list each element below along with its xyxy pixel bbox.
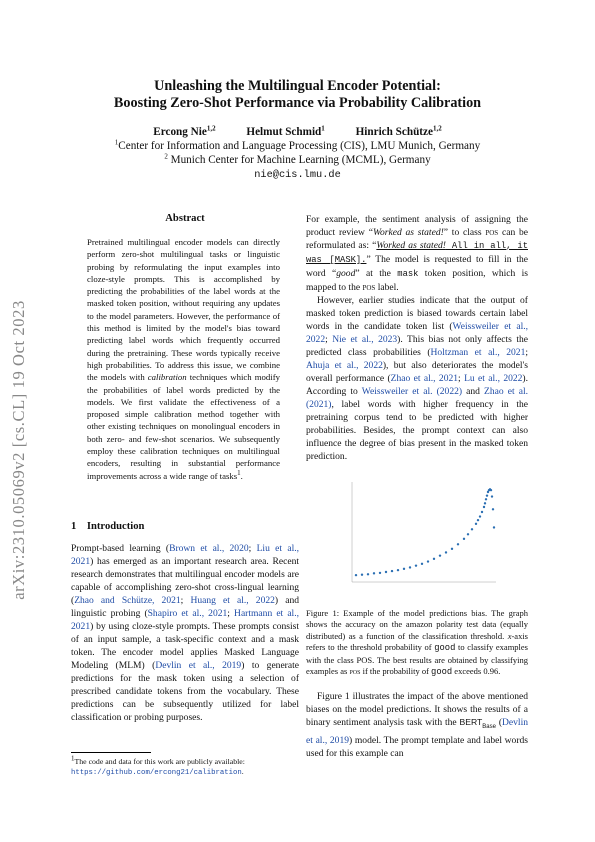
cite-brown[interactable]: Brown et al., 2020 [169,543,249,554]
arxiv-stamp [4,270,34,630]
chart-point [421,563,423,565]
title-line-1: Unleashing the Multilingual Encoder Potential: [154,78,441,94]
author-2: Helmut Schmid$^1$ [246,124,325,138]
chart-point [379,572,381,574]
footnote [71,752,299,778]
footnote-url[interactable]: https://github.com/ercong21/calibration [71,769,242,777]
footnote-text: $^1$The code and data for this work are publicly available: https://github.com/ercong21/calibration. [71,754,245,777]
chart-point [492,508,494,510]
cite-weissweiler-2[interactable]: Weissweiler et al. (2022) [361,386,463,397]
chart-point [485,498,487,500]
chart-point [373,572,375,574]
cite-nie[interactable]: Nie et al., 2023 [332,334,398,345]
chart-point [463,538,465,540]
right-column-text-2 [306,690,528,760]
cite-zhao-2[interactable]: Zhao et al. (2021) [306,386,528,410]
cite-liu[interactable]: Liu et al., 2021 [71,543,300,567]
arxiv-stamp-text: arXiv:2310.05069v2 [cs.CL] 19 Oct 2023 [9,300,28,600]
chart-point [355,574,357,576]
chart-point [484,502,486,504]
cite-zhao[interactable]: Zhao et al., 2021 [390,373,459,384]
chart-point [451,548,453,550]
chart-point [433,558,435,560]
intro-paragraph-1: Prompt-based learning (Brown et al., 2020; Liu et al., 2021) has emerged as an important research area. Recent research demonstrates that multilingual encoder models are capable of accomplishing zero-shot cross-lingual learning (Zhao and Schütze, 2021; Huang et al., 2022) and linguistic probing (Shapiro et al., 2021; Hartmann et al., 2021) by using cloze-style prompts. These prompts consist of an input sample, a task-specific context and a mask token. The encoder model applies Masked Language Modeling (MLM) (Devlin et al., 2019) to generate predictions for the mask token using a selection of prescribed candidate tokens from the vocabulary. These predictions can be subsequently utilized for label classification or probing purposes. [71,543,300,723]
cite-huang[interactable]: Huang et al., 2022 [190,595,275,606]
author-block [60,125,535,182]
introduction-heading: 1 Introduction [71,521,145,532]
chart-points [355,488,495,576]
cite-zhao-schutze[interactable]: Zhao and Schütze, 2021 [74,595,181,606]
chart-point [483,506,485,508]
chart-point [475,523,477,525]
chart-point [490,489,492,491]
cite-ahuja[interactable]: Ahuja et al., 2022 [306,360,383,371]
abstract-heading: Abstract [165,213,205,224]
chart-point [477,519,479,521]
chart-point [397,569,399,571]
chart-point [403,568,405,570]
chart-point [427,560,429,562]
footnote-rule [71,752,151,753]
chart-point [409,566,411,568]
author-3: Hinrich Schütze$^{1,2}$ [355,124,442,138]
chart-point [471,528,473,530]
right-paragraph-1: For example, the sentiment analysis of assigning the product review “Worked as stated!” to class pos can be reformulated as: “Worked as stated! All in all, it was [MASK].” The model is requested to fill in the word “good” at the mask token position, which is mapped to the pos label. [306,214,529,293]
cite-shapiro[interactable]: Shapiro et al., 2021 [147,608,228,619]
author-1: Ercong Nie$^{1,2}$ [153,124,216,138]
chart-point [361,574,363,576]
chart-point [415,564,417,566]
paper-title [60,78,535,111]
cite-devlin[interactable]: Devlin et al., 2019 [155,660,242,671]
right-column-text [306,213,528,463]
chart-point [481,511,483,513]
cite-hartmann[interactable]: Hartmann et al., 2021 [71,608,299,632]
cite-weissweiler[interactable]: Weissweiler et al., 2022 [306,321,528,345]
cite-devlin-2[interactable]: Devlin et al., 2019 [306,717,528,746]
cite-lu[interactable]: Lu et al., 2022 [464,373,523,384]
chart-point [467,533,469,535]
chart-point [457,543,459,545]
author-email[interactable]: nie@cis.lmu.de [254,168,341,181]
chart-point [391,570,393,572]
chart-point [367,573,369,575]
introduction-section [71,520,299,724]
chart-point [385,571,387,573]
affiliation-1: $^1$Center for Information and Language Processing (CIS), LMU Munich, Germany [114,138,481,153]
chart-point [445,551,447,553]
author-names [60,125,535,139]
right-paragraph-2: However, earlier studies indicate that the output of masked token prediction is biased towards certain label words in the candidate token list (Weissweiler et al., 2022; Nie et al., 2023). This bias not only affects the predicted class probabilities (Holtzman et al., 2021; Ahuja et al., 2022), but also deteriorates the model's overall performance (Zhao et al., 2021; Lu et al., 2022). According to Weissweiler et al. (2022) and Zhao et al. (2021), label words with higher frequency in the pretraining corpus tend to be predicted with higher probabilities. Besides, the prompt context can also influence the degree of bias present in the masked token prediction. [306,295,528,462]
chart-point [486,494,488,496]
chart-point [491,495,493,497]
chart-point [439,554,441,556]
affiliation-2: $^2$ Munich Center for Machine Learning (MCML), Germany [164,152,431,167]
cite-holtzman[interactable]: Holtzman et al., 2021 [430,347,526,358]
figure-1-caption: Figure 1: Example of the model predictions bias. The graph shows the accuracy on the amazon polarity test data (equally distributed) as a function of the classification threshold. x-axis refers to the threshold probability of good to classify examples with the class POS. The best results are obtained by classifying examples as pos if the probability of good exceeds 0.96. [306,608,528,678]
title-line-2: Boosting Zero-Shot Performance via Probability Calibration [113,94,482,111]
abstract-body: Pretrained multilingual encoder models can directly perform zero-shot multilingual tasks or linguistic probing by reformulating the input examples into cloze-style prompts. This is accomplished by predicting the probabilities of the label words at the masked token position, without requiring any updates to the model parameters. However, the performance of this method is limited by the model's bias toward predicting label words which frequently occurred during the pretraining. These words typically receive high probabilities. To address this issue, we combine the models with calibration techniques which modify the probabilities of label words predicted by the models. We first validate the effectiveness of a proposed simple calibration method together with other existing techniques on monolingual encoders in both zero- and few-shot scenarios. We subsequently employ these calibration techniques on multilingual encoders, resulting in substantial performance improvements across a wide range of tasks$^1$. [87,237,280,481]
chart-point [493,526,495,528]
right-paragraph-3: Figure 1 illustrates the impact of the above mentioned biases on the model predictions. It shows the results of a binary sentiment analysis task with the $BERT_{Base}$ (Devlin et al., 2019) model. The prompt template and label words used for this example can [306,691,528,759]
chart-point [479,515,481,517]
figure-1-chart [338,478,500,588]
